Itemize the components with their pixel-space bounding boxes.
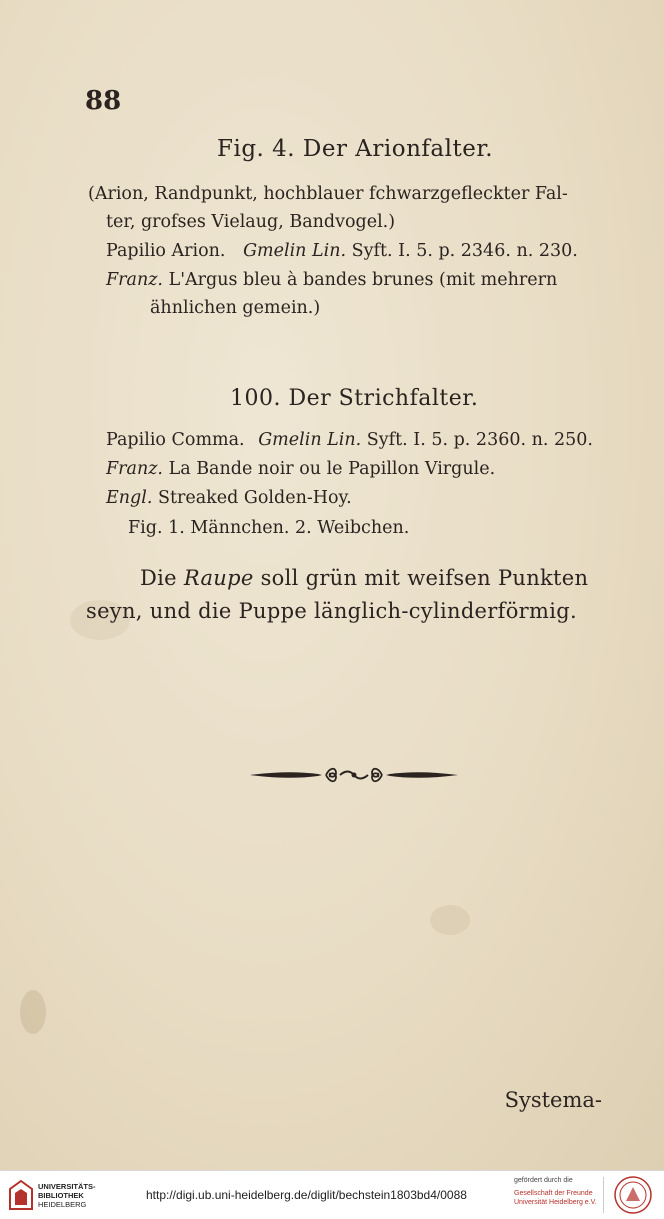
comma-ref-line-3 — [106, 490, 352, 508]
ref-author: Gmelin Lin. — [243, 241, 347, 261]
foxing-spot — [20, 990, 46, 1034]
ref-citation: Syft. I. 5. p. 2346. n. 230. — [351, 241, 578, 261]
ref-lang: Franz. — [106, 459, 163, 479]
library-name-line: BIBLIOTHEK — [38, 1191, 84, 1200]
ref-author: Gmelin Lin. — [258, 430, 362, 450]
university-library-logo-icon[interactable] — [8, 1179, 34, 1211]
ref-genus: Papilio Comma. — [106, 430, 245, 450]
section-100-heading: 100. Der Strichfalter. — [230, 386, 479, 411]
arion-ref-line-1 — [106, 243, 578, 261]
comma-ref-line-2 — [106, 461, 495, 479]
ref-lang: Engl. — [106, 488, 153, 508]
arion-desc-line-2: ter, grofses Vielaug, Bandvogel.) — [106, 212, 396, 232]
footer-divider — [603, 1177, 604, 1213]
footer-bar — [0, 1170, 664, 1219]
library-name-line: HEIDELBERG — [38, 1200, 87, 1209]
ref-citation: Syft. I. 5. p. 2360. n. 250. — [366, 430, 593, 450]
ornament-divider — [248, 764, 460, 786]
sponsor-line: Gesellschaft der Freunde — [514, 1190, 593, 1197]
body-line-2: seyn, und die Puppe länglich-cylinderförmig. — [86, 599, 577, 623]
sponsor-name[interactable] — [514, 1189, 597, 1207]
foxing-spot — [430, 905, 470, 935]
sponsor-label: gefördert durch die — [514, 1177, 573, 1184]
body-emphasis: Raupe — [183, 566, 254, 590]
arion-ref-line-3: ähnlichen gemein.) — [150, 298, 321, 318]
body-line-1 — [140, 568, 588, 589]
ref-english-name: Streaked Golden-Hoy. — [158, 488, 352, 508]
comma-ref-line-1 — [106, 432, 593, 450]
permalink-url[interactable]: http://digi.ub.uni-heidelberg.de/diglit/bechstein1803bd4/0088 — [146, 1188, 467, 1202]
body-word: soll grün mit weifsen Punkten — [260, 566, 589, 590]
sponsor-line: Universität Heidelberg e.V. — [514, 1199, 597, 1206]
body-word: Die — [140, 566, 177, 590]
library-name-line: UNIVERSITÄTS- — [38, 1182, 96, 1191]
ref-genus: Papilio Arion. — [106, 241, 226, 261]
ref-french-name: L'Argus bleu à bandes brunes (mit mehrern — [168, 270, 558, 290]
arion-desc-line-1: (Arion, Randpunkt, hochblauer fchwarzgefleckter Fal- — [88, 184, 568, 204]
fig4-heading: Fig. 4. Der Arionfalter. — [217, 136, 494, 162]
university-seal-icon — [612, 1175, 654, 1215]
ref-french-name: La Bande noir ou le Papillon Virgule. — [168, 459, 496, 479]
page-number: 88 — [85, 86, 122, 116]
comma-ref-line-4: Fig. 1. Männchen. 2. Weibchen. — [128, 518, 410, 538]
arion-ref-line-2 — [106, 272, 557, 290]
catchword: Systema- — [504, 1088, 602, 1112]
library-name — [38, 1182, 96, 1209]
ref-lang: Franz. — [106, 270, 163, 290]
